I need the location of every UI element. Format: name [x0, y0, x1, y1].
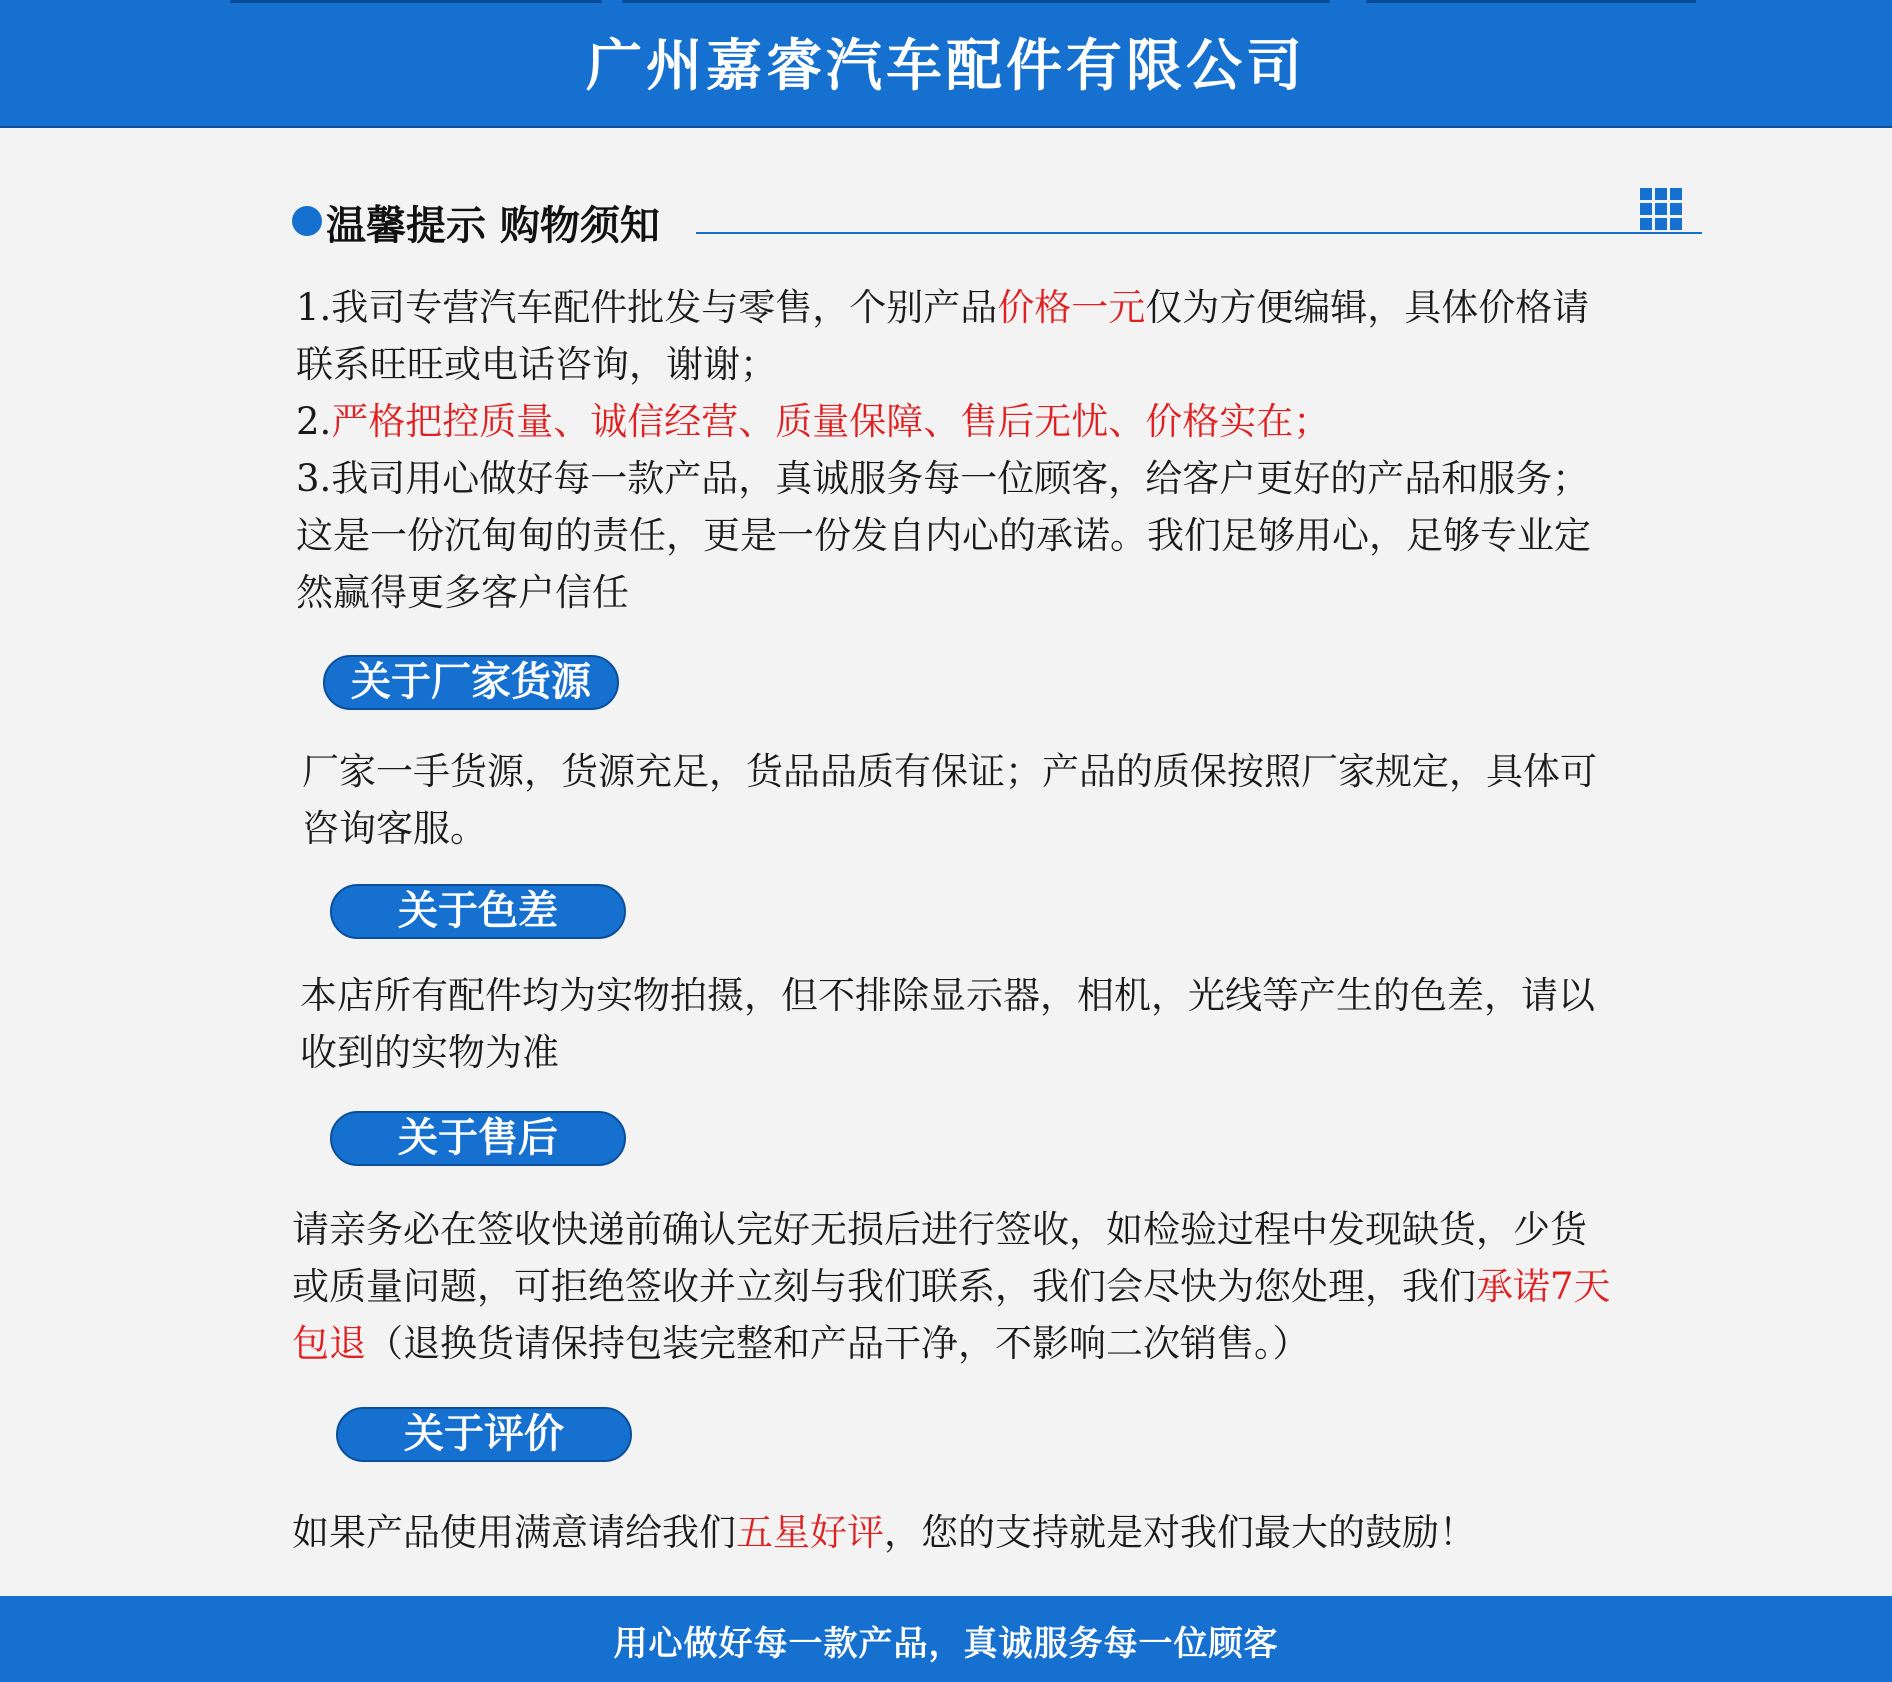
- intro-text: [296, 279, 1591, 621]
- notice-heading: [292, 188, 1702, 249]
- notice-title: 温馨提示 购物须知: [326, 203, 660, 249]
- intro-line: 1.我司专营汽车配件批发与零售，个别产品价格一元仅为方便编辑，具体价格请: [296, 286, 1590, 329]
- aftersale-text: 请亲务必在签收快递前确认完好无损后进行签收，如检验过程中发现缺货，少货 或质量问题，可拒绝签收并立刻与我们联系，我们会尽快为您处理，我们承诺7天 包退（退换货请保持包装完整和产品干净，不影响二次销售。）: [292, 1208, 1611, 1365]
- highlight-promise: 严格把控质量、诚信经营、质量保障、售后无忧、价格实在；: [331, 400, 1331, 443]
- section-pill-review: 关于评价: [336, 1407, 632, 1462]
- notice-divider: [696, 232, 1702, 234]
- intro-line: 然赢得更多客户信任: [296, 571, 629, 614]
- source-text: 厂家一手货源，货源充足，货品品质有保证；产品的质保按照厂家规定，具体可 咨询客服。: [302, 750, 1597, 850]
- highlight-return: 承诺7天: [1476, 1265, 1611, 1308]
- header-tab-strip: [1366, 0, 1696, 3]
- highlight-price: 价格一元: [997, 286, 1146, 329]
- highlight-review: 五星好评: [736, 1511, 884, 1554]
- header-tab-strip: [622, 0, 994, 3]
- grid-icon: [1640, 188, 1685, 233]
- review-text: 如果产品使用满意请给我们五星好评，您的支持就是对我们最大的鼓励！: [292, 1511, 1476, 1554]
- intro-line: 3.我司用心做好每一款产品，真诚服务每一位顾客，给客户更好的产品和服务；: [296, 457, 1590, 500]
- header-banner: [0, 0, 1892, 128]
- header-tab-strip: [230, 0, 602, 3]
- bullet-dot-icon: [292, 206, 322, 236]
- footer-slogan: 用心做好每一款产品，真诚服务每一位顾客: [613, 1624, 1279, 1664]
- color-text: 本店所有配件均为实物拍摄，但不排除显示器，相机，光线等产生的色差，请以 收到的实物为准: [300, 974, 1595, 1074]
- intro-line: 这是一份沉甸甸的责任，更是一份发自内心的承诺。我们足够用心，足够专业定: [296, 514, 1591, 557]
- highlight-return: 包退: [292, 1322, 366, 1365]
- section-pill-color: 关于色差: [330, 884, 626, 939]
- section-pill-aftersale: 关于售后: [330, 1111, 626, 1166]
- company-title: 广州嘉睿汽车配件有限公司: [586, 34, 1306, 99]
- footer-banner: [0, 1596, 1892, 1682]
- intro-line: 2.严格把控质量、诚信经营、质量保障、售后无忧、价格实在；: [296, 400, 1331, 443]
- intro-line: 联系旺旺或电话咨询，谢谢；: [296, 343, 777, 386]
- section-pill-source: 关于厂家货源: [323, 655, 619, 710]
- header-tab-strip: [994, 0, 1330, 3]
